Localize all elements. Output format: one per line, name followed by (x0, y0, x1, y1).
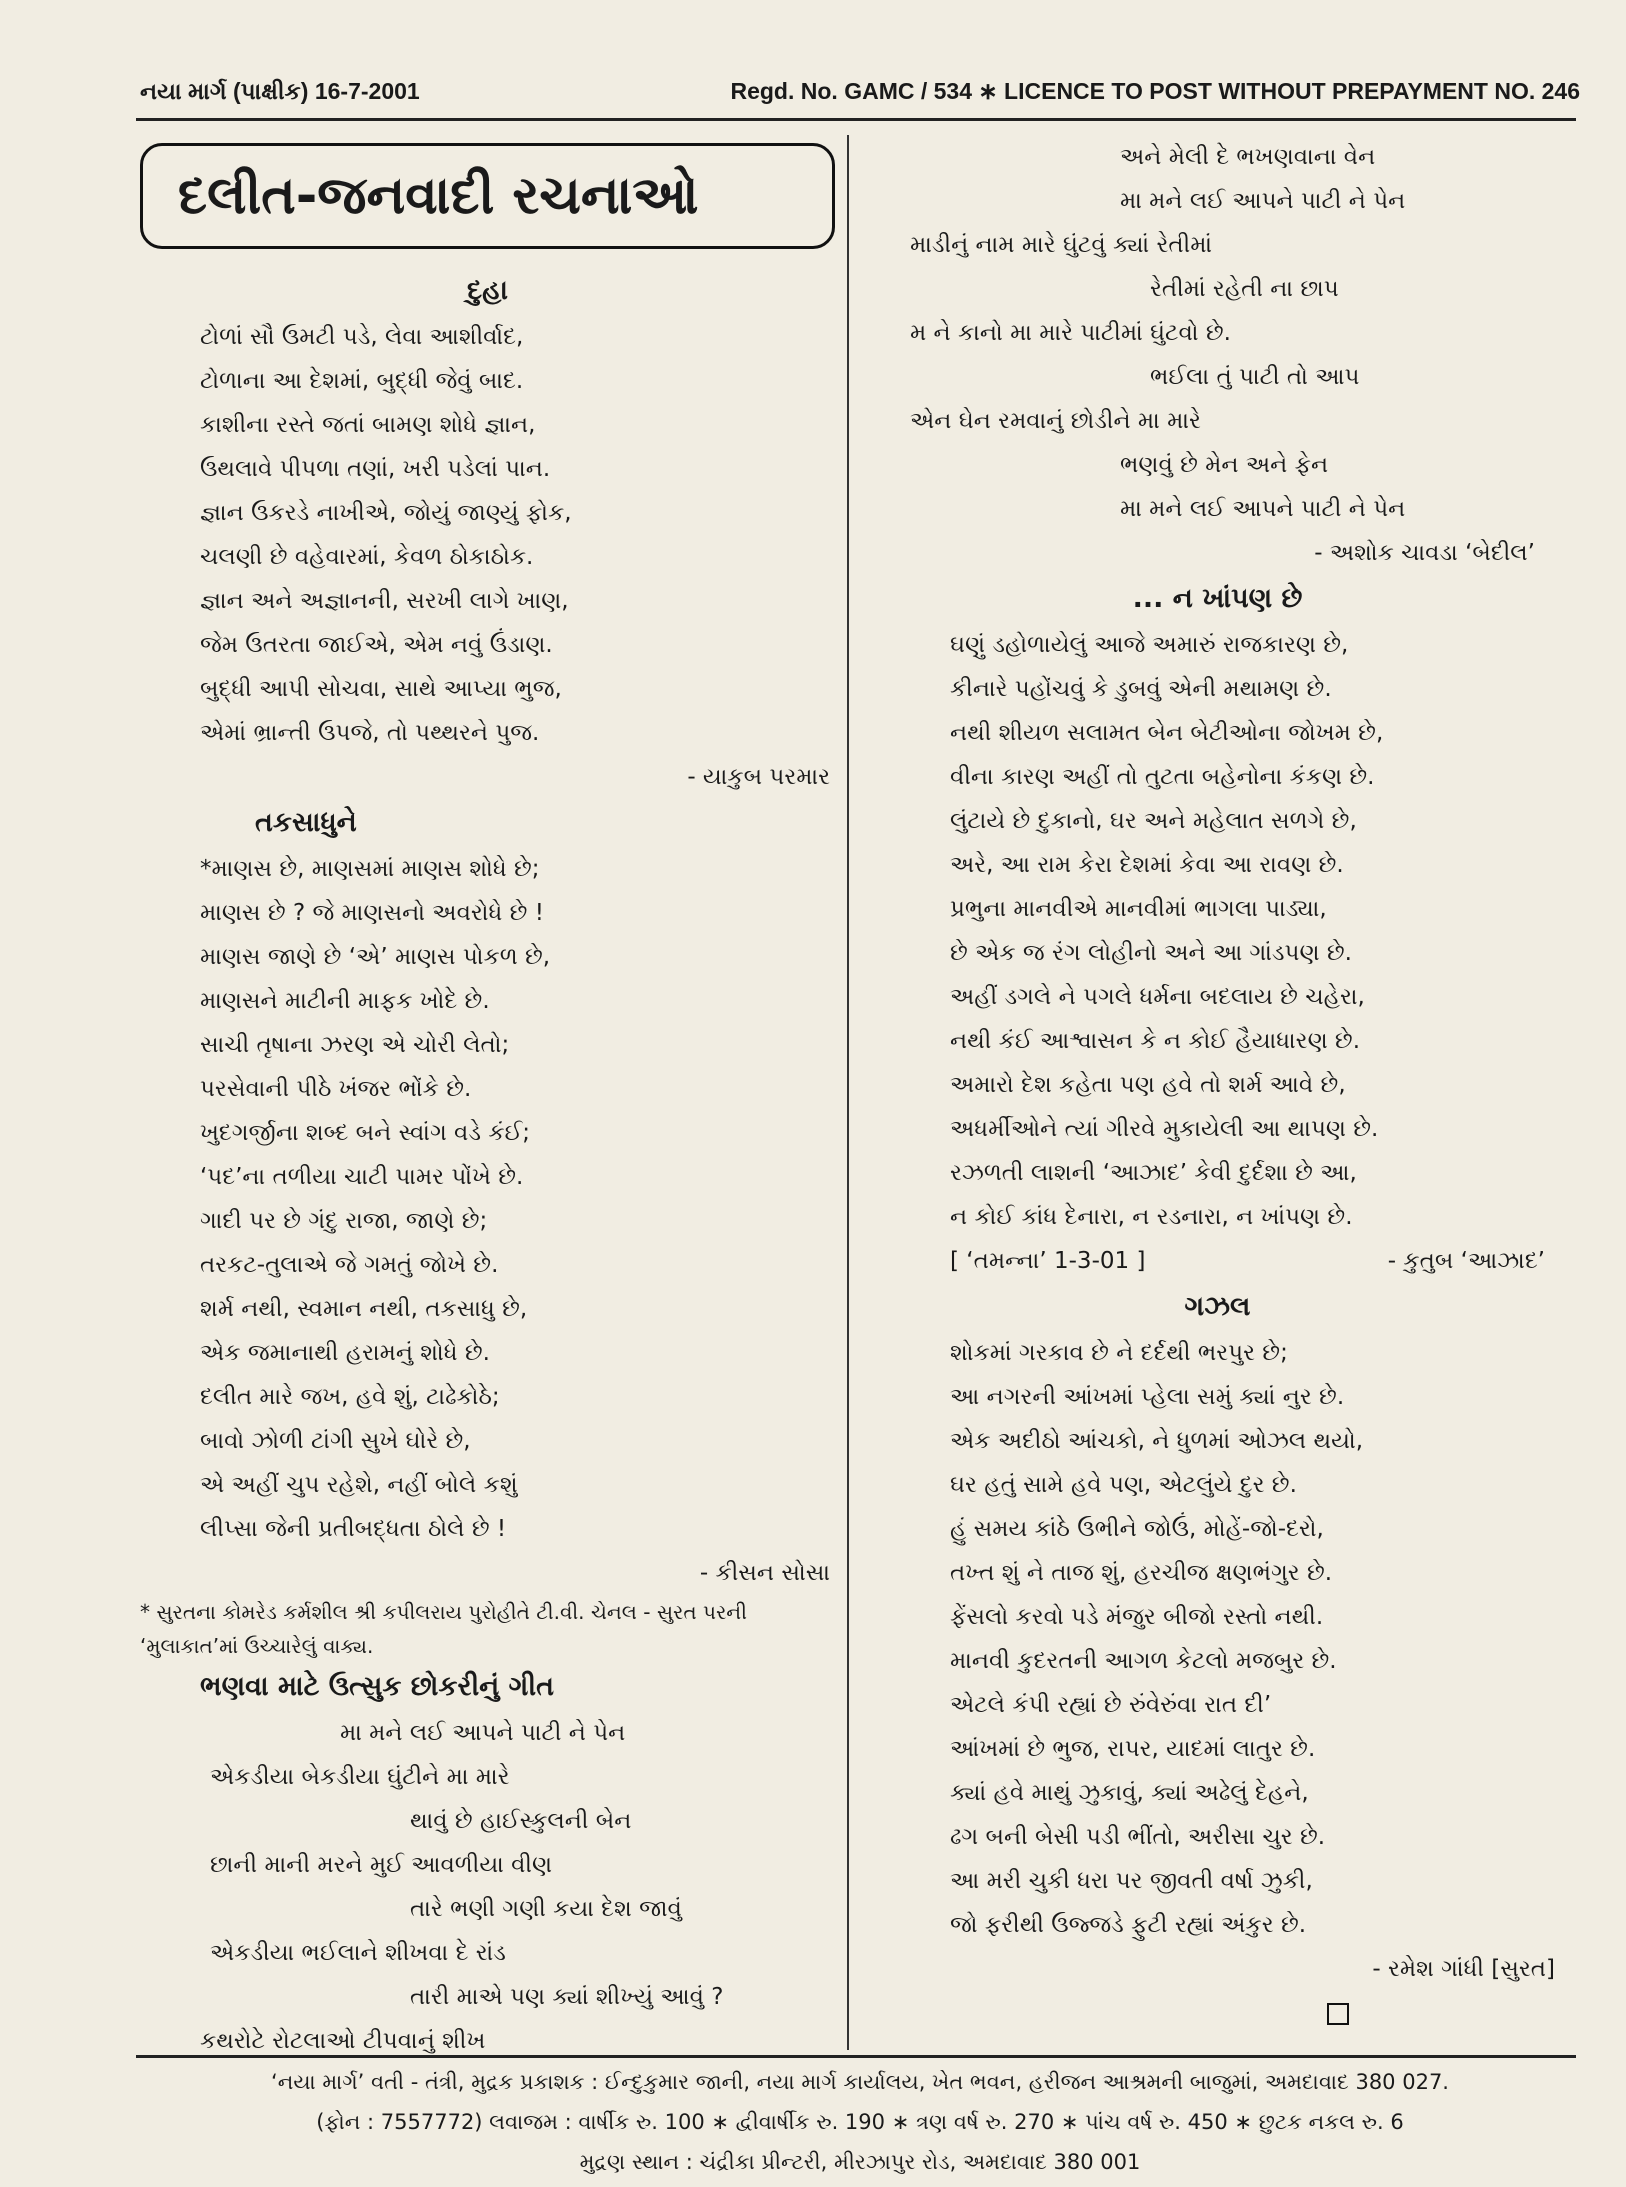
duha-line: ઉથલાવે પીપળા તણાં, ખરી પડેલાં પાન. (200, 456, 551, 482)
geet-line: મા મને લઈ આપને પાટી ને પેન (340, 1720, 626, 1746)
taksadhune-line: માણસને માટીની માફક ખોદે છે. (200, 988, 490, 1014)
taksadhune-line: ખુદગર્જીના શબ્દ બને સ્વાંગ વડે કંઈ; (200, 1120, 531, 1146)
duha-author: - યાકુબ પરમાર (687, 764, 830, 790)
geet-cont-line: ભણવું છે મેન અને ફેન (1120, 452, 1329, 478)
gazal-line: ફેંસલો કરવો પડે મંજુર બીજો રસ્તો નથી. (950, 1604, 1324, 1630)
footer-subscription: (ફોન : 7557772) લવાજમ : વાર્ષીક રુ. 100 ∗ દ્વીવાર્ષીક રુ. 190 ∗ ત્રણ વર્ષ રુ. 270 ∗ પાંચ વર્ષ રુ. 450 ∗ છુટક નકલ રુ. 6 (316, 2110, 1404, 2134)
khampan-line: અમારો દેશ કહેતા પણ હવે તો શર્મ આવે છે, (950, 1072, 1346, 1098)
taksadhune-line: લીપ્સા જેની પ્રતીબદ્ધતા ઠોલે છે ! (200, 1516, 507, 1542)
geet-cont-line: મા મને લઈ આપને પાટી ને પેન (1120, 188, 1406, 214)
geet-line: એકડીયા બેકડીયા ઘુંટીને મા મારે (210, 1764, 510, 1790)
taksadhune-line: બાવો ઝોળી ટાંગી સુખે ઘોરે છે, (200, 1428, 471, 1454)
khampan-line: વીના કારણ અહીં તો તુટતા બહેનોના કંકણ છે. (950, 764, 1375, 790)
khampan-line: નથી શીયળ સલામત બેન બેટીઓના જોખમ છે, (950, 720, 1384, 746)
taksadhune-line: દલીત મારે જખ, હવે શું, ટાઢેકોઠે; (200, 1384, 500, 1410)
geet-cont-line: અને મેલી દે ભખણવાના વેન (1120, 144, 1376, 170)
khampan-source-row (860, 1239, 1575, 1283)
geet-author: - અશોક ચાવડા ‘બેદીલ’ (1314, 540, 1535, 566)
geet-cont-line: રેતીમાં રહેતી ના છાપ (1150, 276, 1339, 302)
khampan-heading: ... ન ખાંપણ છે (1132, 583, 1303, 614)
taksadhune-line: પરસેવાની પીઠે ખંજર ભોંકે છે. (200, 1076, 472, 1102)
geet-cont-line: માડીનું નામ મારે ઘુંટવું ક્યાં રેતીમાં (910, 232, 1213, 258)
gazal-line: ઢગ બની બેસી પડી ભીંતો, અરીસા ચુર છે. (950, 1824, 1326, 1850)
duha-line: ટોળાં સૌ ઉમટી પડે, લેવા આશીર્વાદ, (200, 324, 524, 350)
geet-line: કથરોટે રોટલાઓ ટીપવાનું શીખ (200, 2028, 486, 2054)
page-header (140, 72, 1580, 112)
header-rule (136, 118, 1576, 121)
taksadhune-line: તરકટ-તુલાએ જે ગમતું જોખે છે. (200, 1252, 499, 1278)
gazal-line: આ મરી ચુકી ધરા પર જીવતી વર્ષા ઝુકી, (950, 1868, 1313, 1894)
gazal-line: તખ્ત શું ને તાજ શું, હરચીજ ક્ષણભંગુર છે. (950, 1560, 1333, 1586)
khampan-line: નથી કંઈ આશ્વાસન કે ન કોઈ હૈયાધારણ છે. (950, 1028, 1361, 1054)
khampan-line: લુંટાયે છે દુકાનો, ઘર અને મહેલાત સળગે છે, (950, 808, 1357, 834)
left-column (140, 135, 835, 2063)
gazal-author: - રમેશ ગાંધી [સુરત] (1372, 1956, 1555, 1982)
khampan-line: પ્રભુના માનવીએ માનવીમાં ભાગલા પાડ્યા, (950, 896, 1327, 922)
khampan-line: ઘણું ડહોળાયેલું આજે અમારું રાજકારણ છે, (950, 632, 1349, 658)
taksadhune-line: સાચી તૃષાના ઝરણ એ ચોરી લેતો; (200, 1032, 510, 1058)
geet-cont-line: એન ઘેન રમવાનું છોડીને મા મારે (910, 408, 1201, 434)
title-box (140, 143, 835, 249)
gazal-line: આંખમાં છે ભુજ, રાપર, યાદમાં લાતુર છે. (950, 1736, 1316, 1762)
taksadhune-line: ગાદી પર છે ગંદુ રાજા, જાણે છે; (200, 1208, 488, 1234)
khampan-source: [ ‘તમન્ના’ 1-3-01 ] (950, 1248, 1146, 1274)
khampan-line: અરે, આ રામ કેરા દેશમાં કેવા આ રાવણ છે. (950, 852, 1344, 878)
khampan-line: ન કોઈ કાંધ દેનારા, ન રડનારા, ન ખાંપણ છે. (950, 1204, 1353, 1230)
khampan-line: રઝળતી લાશની ‘આઝાદ’ કેવી દુર્દશા છે આ, (950, 1160, 1357, 1186)
geet-line: થાવું છે હાઈસ્કુલની બેન (410, 1808, 632, 1834)
geet-line: છાની માની મરને મુઈ આવળીયા વીણ (210, 1852, 553, 1878)
gazal-line: હું સમય કાંઠે ઉભીને જોઉં, મોહેં-જો-દરો, (950, 1516, 1324, 1542)
taksadhune-line: *માણસ છે, માણસમાં માણસ શોધે છે; (200, 856, 540, 882)
footer-publisher: ‘નયા માર્ગ’ વતી - તંત્રી, મુદ્રક પ્રકાશક : ઈન્દુકુમાર જાની, નયા માર્ગ કાર્યાલય, ખેત ભવન, હરીજન આશ્રમની બાજુમાં, અમદાવાદ 380 027. (271, 2070, 1449, 2094)
header-masthead: નયા માર્ગ (પાક્ષીક) 16-7-2001 (140, 78, 420, 104)
khampan-line: છે એક જ રંગ લોહીનો અને આ ગાંડપણ છે. (950, 940, 1352, 966)
column-divider (847, 135, 849, 2050)
gazal-line: ઘર હતું સામે હવે પણ, એટલુંયે દુર છે. (950, 1472, 1297, 1498)
taksadhune-line: એક જમાનાથી હરામનું શોધે છે. (200, 1340, 490, 1366)
taksadhune-line: માણસ જાણે છે ‘એ’ માણસ પોકળ છે, (200, 944, 551, 970)
duha-line: ટોળાના આ દેશમાં, બુદ્ધી જેવું બાદ. (200, 368, 524, 394)
duha-line: બુદ્ધી આપી સોચવા, સાથે આપ્યા ભુજ, (200, 676, 562, 702)
taksadhune-line: ‘પદ’ના તળીયા ચાટી પામર પોંખે છે. (200, 1164, 524, 1190)
duha-line: જ્ઞાન ઉકરડે નાખીએ, જોયું જાણ્યું ફોક, (200, 500, 572, 526)
taksadhune-line: એ અહીં ચુપ રહેશે, નહીં બોલે કશું (200, 1472, 518, 1498)
duha-line: જેમ ઉતરતા જાઈએ, એમ નવું ઉંડાણ. (200, 632, 553, 658)
taksadhune-heading: તકસાધુને (255, 807, 357, 838)
taksadhune-line: શર્મ નથી, સ્વમાન નથી, તકસાધુ છે, (200, 1296, 528, 1322)
duha-line: એમાં ભ્રાન્તી ઉપજે, તો પથ્થરને પુજ. (200, 720, 540, 746)
gazal-line: શોકમાં ગરકાવ છે ને દર્દથી ભરપુર છે; (950, 1340, 1288, 1366)
gazal-line: એક અદીઠો આંચકો, ને ધુળમાં ઓઝલ થયો, (950, 1428, 1364, 1454)
gazal-line: એટલે કંપી રહ્યાં છે રુંવેરુંવા રાત દી’ (950, 1692, 1272, 1718)
taksadhune-line: માણસ છે ? જે માણસનો અવરોધે છે ! (200, 900, 544, 926)
header-registration: Regd. No. GAMC / 534 ∗ LICENCE TO POST WITHOUT PREPAYMENT NO. 246 (730, 78, 1580, 104)
khampan-line: અધર્મીઓને ત્યાં ગીરવે મુકાયેલી આ થાપણ છે. (950, 1116, 1379, 1142)
gazal-line: જો ફરીથી ઉજ્જડે ફુટી રહ્યાં અંકુર છે. (950, 1912, 1307, 1938)
khampan-line: અહીં ડગલે ને પગલે ધર્મના બદલાય છે ચહેરા, (950, 984, 1365, 1010)
geet-cont-line: મા મને લઈ આપને પાટી ને પેન (1120, 496, 1406, 522)
gazal-line: ક્યાં હવે માથું ઝુકાવું, ક્યાં અઢેલું દેહને, (950, 1780, 1309, 1806)
right-column (860, 135, 1575, 2035)
duha-heading: દુહા (467, 275, 508, 306)
gazal-line: આ નગરની આંખમાં પ્હેલા સમું ક્યાં નુર છે. (950, 1384, 1345, 1410)
duha-line: કાશીના રસ્તે જતાં બામણ શોધે જ્ઞાન, (200, 412, 536, 438)
duha-line: ચલણી છે વહેવારમાં, કેવળ ઠોકાઠોક. (200, 544, 534, 570)
geet-line: તારી માએ પણ ક્યાં શીખ્યું આવું ? (410, 1984, 724, 2010)
gazal-heading: ગઝલ (1184, 1291, 1251, 1322)
gazal-line: માનવી કુદરતની આગળ કેટલો મજબુર છે. (950, 1648, 1337, 1674)
taksadhune-footnote: * સુરતના કોમરેડ કર્મશીલ શ્રી કપીલરાય પુરોહીતે ટી.વી. ચેનલ - સુરત પરની ‘મુલાકાત’માં ઉચ્ચારેલું વાક્ય. (140, 1600, 747, 1658)
end-mark (860, 1991, 1575, 2035)
footer-rule (136, 2055, 1576, 2058)
page-title: દલીત-જનવાદી રચનાઓ (178, 166, 699, 226)
geet-heading: ભણવા માટે ઉત્સુક છોકરીનું ગીત (200, 1671, 555, 1702)
end-square-icon (1327, 2003, 1349, 2025)
khampan-author: - કુતુબ ‘આઝાદ’ (1387, 1248, 1545, 1274)
duha-line: જ્ઞાન અને અજ્ઞાનની, સરખી લાગે ખાણ, (200, 588, 569, 614)
taksadhune-author: - કીસન સોસા (699, 1560, 830, 1586)
footer (140, 2062, 1580, 2182)
khampan-line: કીનારે પહોંચવું કે ડુબવું એની મથામણ છે. (950, 676, 1332, 702)
geet-cont-line: મ ને કાનો મા મારે પાટીમાં ઘુંટવો છે. (910, 320, 1231, 346)
geet-line: એકડીયા ભઈલાને શીખવા દે રાંડ (210, 1940, 506, 1966)
footer-printer: મુદ્રણ સ્થાન : ચંદ્રીકા પ્રીન્ટરી, મીરઝાપુર રોડ, અમદાવાદ 380 001 (579, 2150, 1141, 2174)
geet-line: તારે ભણી ગણી કયા દેશ જાવું (410, 1896, 682, 1922)
geet-cont-line: ભઈલા તું પાટી તો આપ (1150, 364, 1360, 390)
